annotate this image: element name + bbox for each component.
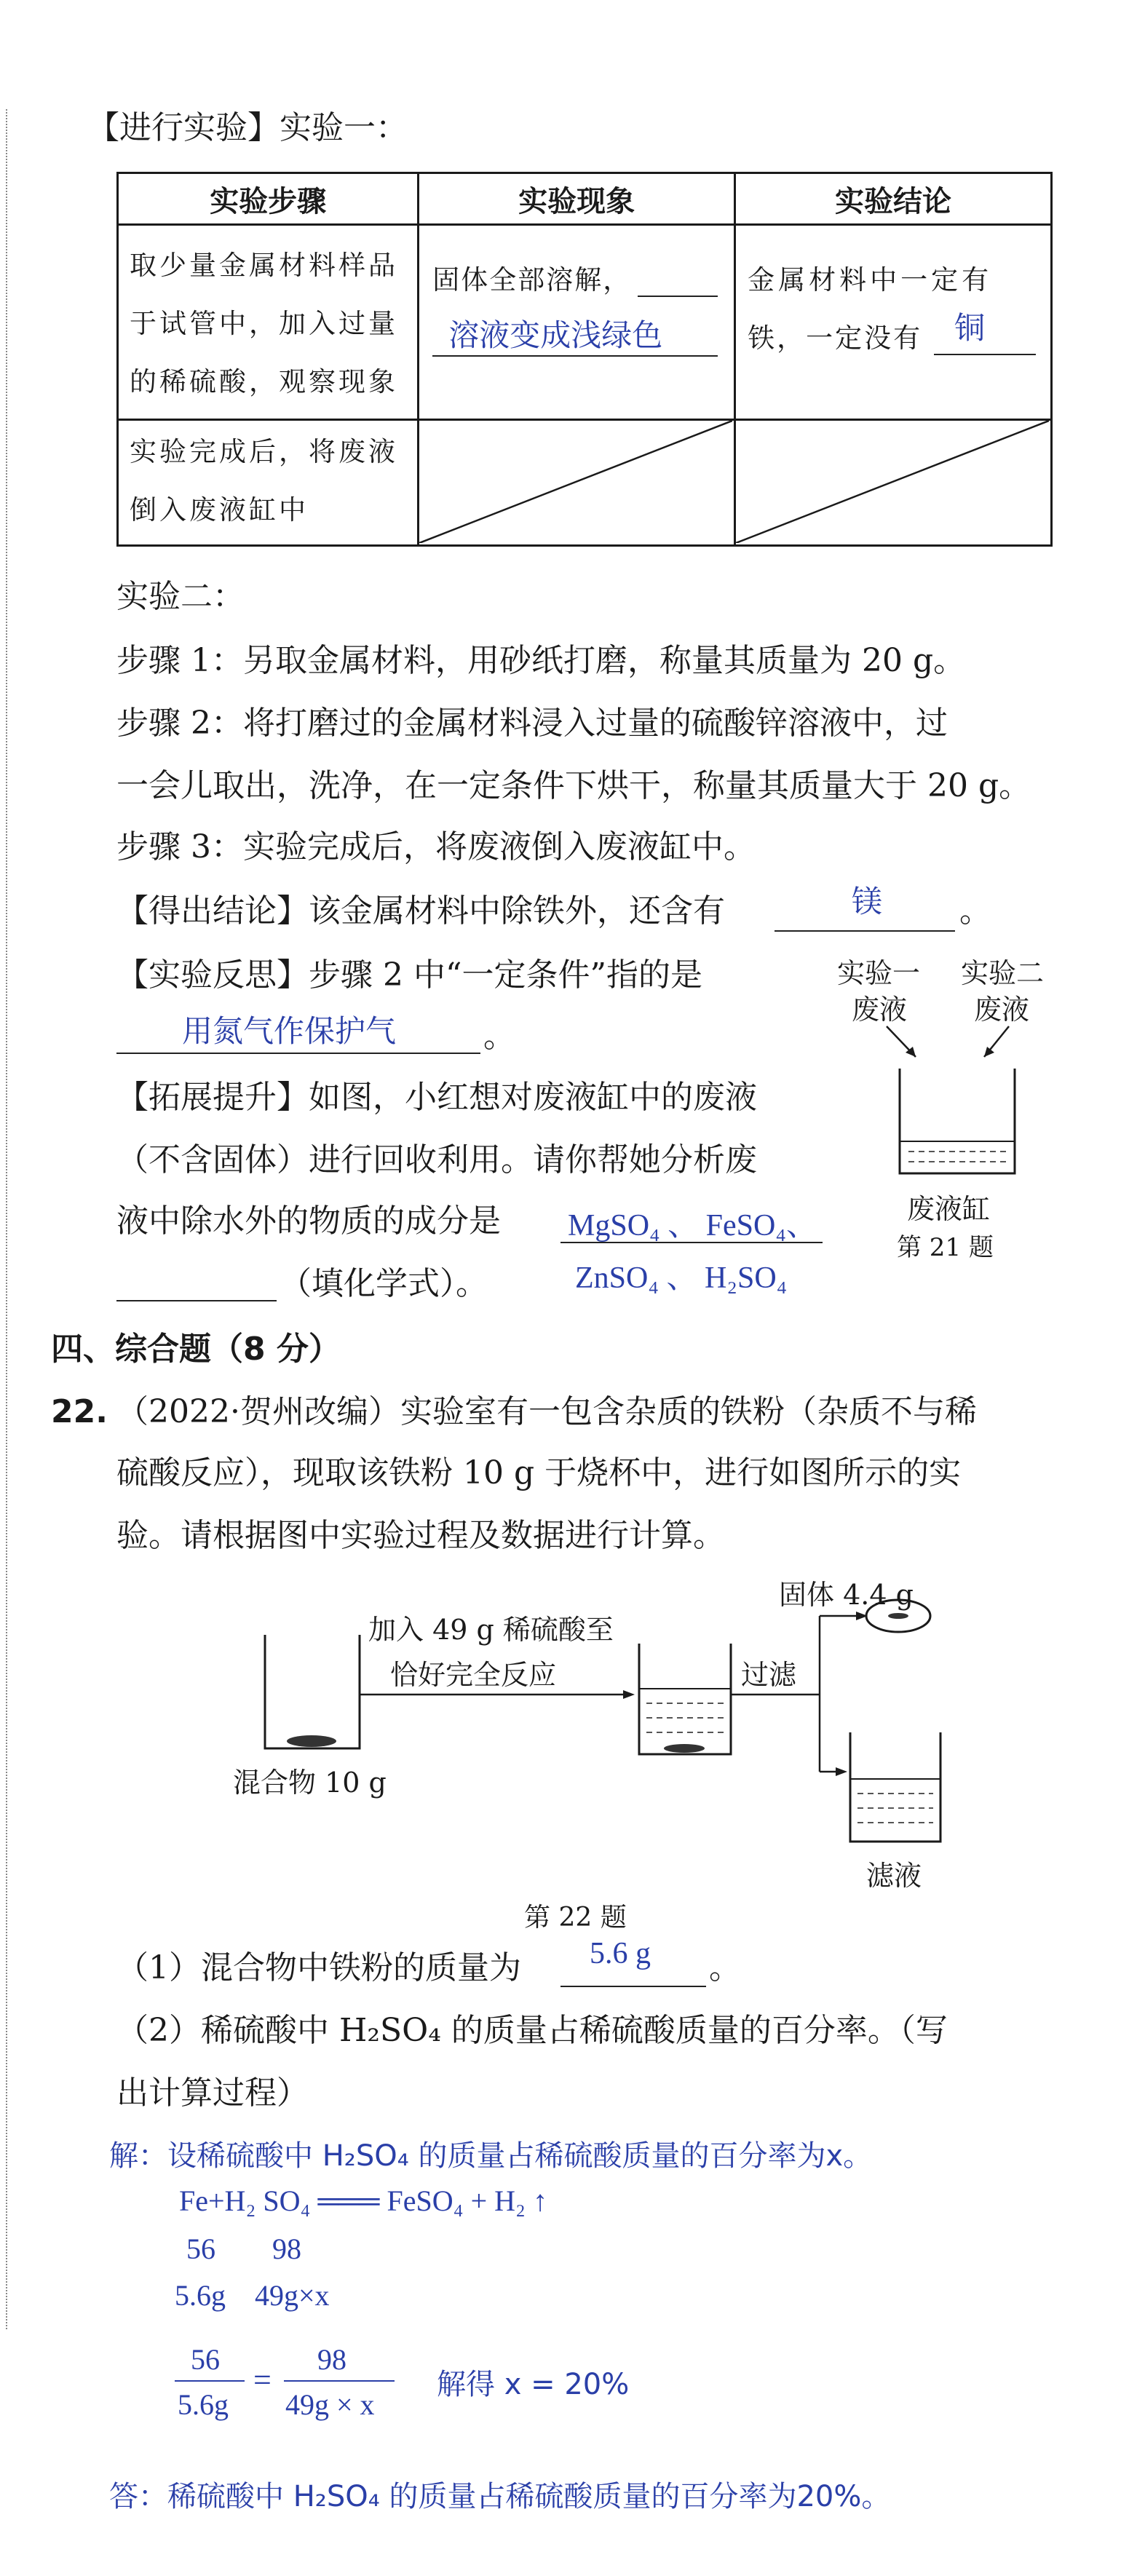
q22-line3: 验。请根据图中实验过程及数据进行计算。: [116, 1517, 725, 1554]
fraction-equals: =: [253, 2362, 272, 2398]
table-row: [118, 420, 1052, 546]
conclusion-line2: 铁，一定没有: [748, 322, 923, 354]
row2-step-cell: [118, 420, 419, 546]
solution-mass2: 98: [272, 2232, 301, 2265]
solution-given2: 49g×x: [255, 2279, 330, 2312]
solution-equation: Fe+H₂ SO₄ ═══ FeSO₄ + H₂ ↑: [179, 2184, 547, 2217]
experiment-table: [116, 172, 1053, 547]
blank-line: [934, 354, 1036, 355]
row1-step-cell: [118, 225, 419, 420]
extension-line4-end: （填化学式）。: [280, 1265, 488, 1302]
q22-sub1-text: （1）混合物中铁粉的质量为: [116, 1949, 521, 1986]
blank-line: [116, 1053, 480, 1054]
row2-step-line: 倒入废液缸中: [130, 494, 309, 526]
q22-sub1-answer: 5.6 g: [590, 1937, 651, 1970]
fraction1-numerator: 56: [191, 2343, 220, 2376]
row2-phenomenon-cell: [419, 420, 735, 546]
row1-phenomenon-cell: [419, 225, 735, 420]
experiment2-step2-line1: 步骤 2：将打磨过的金属材料浸入过量的硫酸锌溶液中，过: [116, 705, 948, 742]
row1-step-line: 的稀硫酸，观察现象: [130, 366, 398, 397]
q22-line2: 硫酸反应），现取该铁粉 10 g 于烧杯中，进行如图所示的实: [116, 1454, 962, 1491]
table-header-row: [118, 173, 1052, 225]
q22-sub2-line2: 出计算过程）: [116, 2074, 309, 2112]
row1-conclusion-cell: [735, 225, 1052, 420]
row1-step-line: 取少量金属材料样品: [130, 250, 398, 281]
header-phenomenon: 实验现象: [419, 173, 735, 225]
solution-result: 解得 x = 20%: [437, 2368, 630, 2401]
fraction1-bar: [175, 2380, 245, 2382]
conclusion-line1: 金属材料中一定有: [748, 264, 993, 296]
fig22-filter-label: 过滤: [741, 1659, 797, 1691]
diagonal-slash: [736, 421, 1049, 543]
q22-line1: （2022·贺州改编）实验室有一包含杂质的铁粉（杂质不与稀: [116, 1393, 977, 1430]
header-step: 实验步骤: [118, 173, 419, 225]
experiment2-step1: 步骤 1：另取金属材料，用砂纸打磨，称量其质量为 20 g。: [116, 642, 966, 679]
table-row: [118, 225, 1052, 420]
solution-mass1: 56: [186, 2232, 215, 2265]
blank-line: [638, 296, 718, 297]
blank-line: [560, 1242, 823, 1243]
diagonal-slash: [419, 421, 732, 543]
blank-line: [432, 355, 718, 357]
q22-number: 22.: [51, 1393, 108, 1430]
q22-sub1-end: 。: [709, 1949, 741, 1986]
reflection-end: 。: [483, 1018, 515, 1055]
q22-sub2-line1: （2）稀硫酸中 H₂SO₄ 的质量占稀硫酸质量的百分率。（写: [116, 2012, 948, 2049]
conclusion-answer: 镁: [852, 884, 883, 919]
blank-line: [775, 930, 955, 932]
fraction2-denominator: 49g × x: [285, 2388, 375, 2421]
blank-line: [560, 1986, 706, 1987]
experiment2-step2-line2: 一会儿取出，洗净，在一定条件下烘干，称量其质量大于 20 g。: [116, 767, 1031, 804]
phenomenon-answer: 溶液变成浅绿色: [448, 317, 663, 353]
extension-line3: 液中除水外的物质的成分是: [116, 1202, 501, 1240]
fig21-label2-a: 实验二: [961, 957, 1045, 989]
fig21-label1-b: 废液: [852, 994, 908, 1026]
page-margin-line: [6, 109, 7, 2329]
figure-22: [218, 1572, 946, 1922]
fig22-add-line2: 恰好完全反应: [390, 1659, 557, 1691]
blank-line: [116, 1300, 277, 1301]
section-heading: 【进行实验】实验一：: [87, 109, 408, 146]
fig21-caption: 第 21 题: [897, 1233, 994, 1262]
fig21-label2-b: 废液: [974, 994, 1030, 1026]
reflection-answer: 用氮气作保护气: [182, 1013, 397, 1049]
extension-answer-line2: ZnSO₄ 、 H₂SO₄: [575, 1261, 788, 1295]
fig22-filtrate-label: 滤液: [866, 1860, 922, 1892]
extension-line1: 【拓展提升】如图，小红想对废液缸中的废液: [116, 1079, 757, 1116]
experiment2-title: 实验二：: [116, 578, 245, 615]
fig21-vessel-label: 废液缸: [907, 1193, 991, 1225]
fig22-caption: 第 22 题: [524, 1903, 627, 1933]
conclusion-text: 【得出结论】该金属材料中除铁外，还含有: [116, 892, 725, 930]
header-conclusion: 实验结论: [735, 173, 1052, 225]
reflection-text: 【实验反思】步骤 2 中“一定条件”指的是: [116, 956, 702, 994]
fraction2-numerator: 98: [317, 2343, 346, 2376]
conclusion-end: 。: [959, 892, 991, 930]
section4-title: 四、综合题（8 分）: [51, 1331, 341, 1368]
fig22-solid-label: 固体 4.4 g: [779, 1579, 914, 1611]
row2-step-line: 实验完成后，将废液: [130, 436, 398, 467]
experiment2-step3: 步骤 3：实验完成后，将废液倒入废液缸中。: [116, 828, 756, 865]
solution-intro: 解：设稀硫酸中 H₂SO₄ 的质量占稀硫酸质量的百分率为x。: [109, 2139, 873, 2173]
fraction2-bar: [284, 2380, 395, 2382]
solution-answer: 答：稀硫酸中 H₂SO₄ 的质量占稀硫酸质量的百分率为20%。: [109, 2480, 891, 2513]
fig21-label1-a: 实验一: [837, 957, 921, 989]
conclusion-answer: 铜: [954, 310, 986, 346]
extension-answer-line1: MgSO₄ 、 FeSO₄、: [568, 1209, 817, 1243]
fraction1-denominator: 5.6g: [178, 2388, 229, 2421]
row1-step-line: 于试管中，加入过量: [130, 308, 398, 339]
solution-given1: 5.6g: [175, 2279, 226, 2312]
phenomenon-prefix: 固体全部溶解，: [432, 264, 632, 296]
fig22-add-line1: 加入 49 g 稀硫酸至: [368, 1614, 614, 1646]
row2-conclusion-cell: [735, 420, 1052, 546]
figure-21: [830, 946, 1077, 1267]
extension-line2: （不含固体）进行回收利用。请你帮她分析废: [116, 1141, 757, 1178]
fig22-mixture-label: 混合物 10 g: [233, 1767, 387, 1799]
